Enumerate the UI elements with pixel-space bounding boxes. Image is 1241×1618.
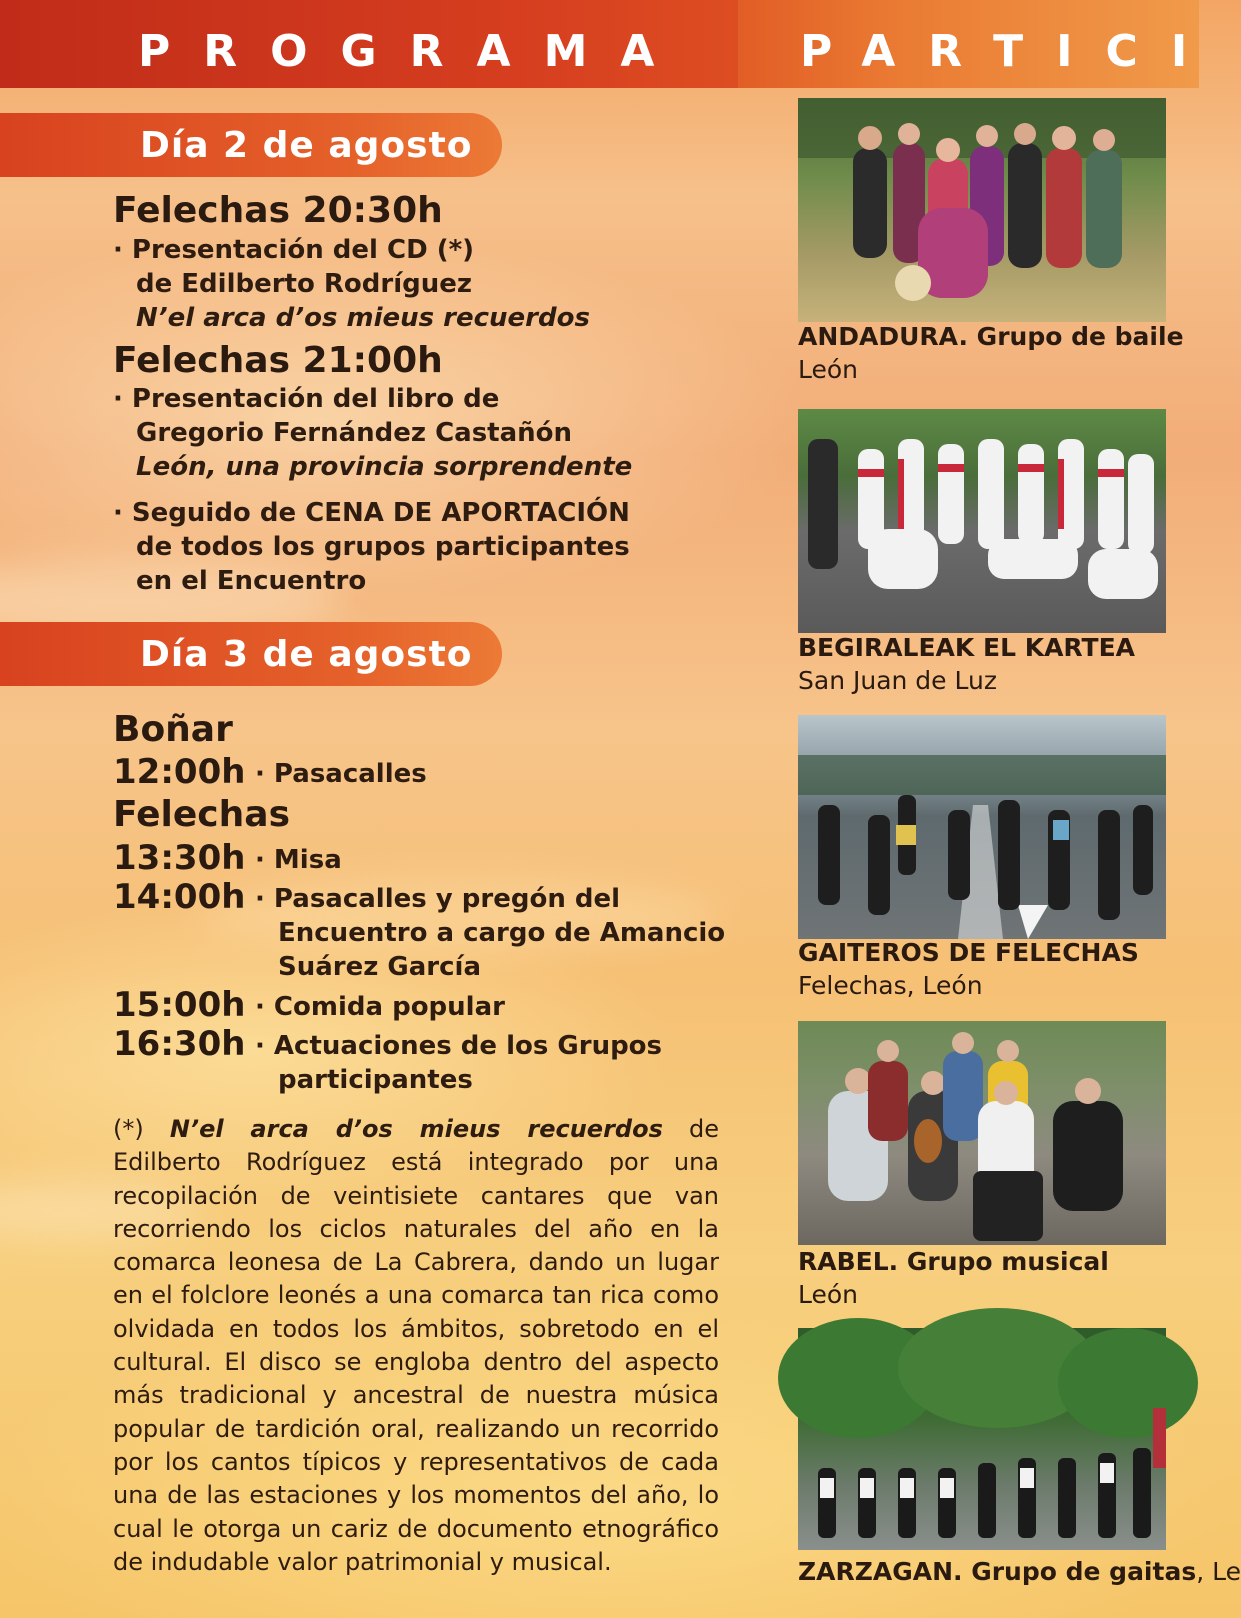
dinner-line-3: en el Encuentro bbox=[136, 566, 367, 596]
cd-description bbox=[113, 1113, 719, 1579]
photo-rabel-figures bbox=[798, 1021, 1166, 1245]
schedule-text: · Misa bbox=[255, 845, 342, 875]
dinner-line-1: · Seguido de CENA DE APORTACIÓN bbox=[113, 498, 630, 528]
photo-andadura bbox=[798, 98, 1166, 322]
day-2-banner bbox=[0, 622, 502, 686]
event-1-line-1: · Presentación del CD (*) bbox=[113, 235, 475, 265]
group-1-place: León bbox=[798, 355, 859, 384]
group-5-name: ZARZAGAN. Grupo de gaitas bbox=[798, 1557, 1197, 1586]
group-2-name: BEGIRALEAK EL KARTEA bbox=[798, 633, 1136, 662]
schedule-time: 15:00h bbox=[113, 985, 246, 1025]
group-3-name: GAITEROS DE FELECHAS bbox=[798, 938, 1139, 967]
schedule-text: · Pasacalles bbox=[255, 759, 427, 789]
schedule-time: 12:00h bbox=[113, 752, 246, 792]
note-prefix: (*) bbox=[113, 1115, 170, 1143]
day-2-label: Día 3 de agosto bbox=[140, 634, 473, 675]
schedule-time: 13:30h bbox=[113, 838, 246, 878]
photo-gaiteros bbox=[798, 715, 1166, 939]
schedule-text: · Actuaciones de los Grupos bbox=[255, 1031, 663, 1061]
place-felechas: Felechas bbox=[113, 794, 290, 835]
day-1-banner bbox=[0, 113, 502, 177]
photo-zarzagan-figures bbox=[798, 1328, 1166, 1550]
schedule-text-cont: Suárez García bbox=[278, 952, 481, 982]
photo-begiraleak-figures bbox=[798, 409, 1166, 633]
group-4-place: León bbox=[798, 1280, 859, 1309]
photo-gaiteros-figures bbox=[798, 715, 1166, 939]
event-1-line-2: de Edilberto Rodríguez bbox=[136, 269, 473, 299]
place-bonar: Boñar bbox=[113, 709, 233, 750]
photo-zarzagan bbox=[798, 1328, 1166, 1550]
schedule-time: 14:00h bbox=[113, 877, 246, 917]
participants-title: PARTICI bbox=[800, 26, 1221, 77]
event-1-line-3: N’el arca d’os mieus recuerdos bbox=[136, 303, 590, 333]
note-cd-title: N’el arca d’os mieus recuerdos bbox=[169, 1115, 663, 1143]
program-title: PROGRAMA bbox=[138, 26, 688, 77]
event-2-line-3: León, una provincia sorprendente bbox=[136, 452, 633, 482]
schedule-text-cont: Encuentro a cargo de Amancio bbox=[278, 918, 726, 948]
group-4-name: RABEL. Grupo musical bbox=[798, 1247, 1109, 1276]
event-2-heading: Felechas 21:00h bbox=[113, 340, 443, 381]
group-2-place: San Juan de Luz bbox=[798, 666, 997, 695]
group-1-name: ANDADURA. Grupo de baile bbox=[798, 322, 1184, 351]
group-5-caption bbox=[798, 1557, 1241, 1586]
group-3-place: Felechas, León bbox=[798, 971, 983, 1000]
day-1-label: Día 2 de agosto bbox=[140, 125, 473, 166]
group-5-place: , Le bbox=[1196, 1557, 1241, 1586]
event-2-line-2: Gregorio Fernández Castañón bbox=[136, 418, 573, 448]
photo-rabel bbox=[798, 1021, 1166, 1245]
schedule-text: · Pasacalles y pregón del bbox=[255, 884, 621, 914]
event-1-heading: Felechas 20:30h bbox=[113, 190, 443, 231]
photo-begiraleak bbox=[798, 409, 1166, 633]
schedule-time: 16:30h bbox=[113, 1024, 246, 1064]
dinner-line-2: de todos los grupos participantes bbox=[136, 532, 630, 562]
photo-andadura-figures bbox=[798, 98, 1166, 322]
schedule-text: · Comida popular bbox=[255, 992, 505, 1022]
note-body: de Edilberto Rodríguez está integrado por una recopilación de veintisiete cantares que van recorriendo los ciclos naturales del año en la comarca leonesa de La Cabrera, dando un lugar en el folclore leonés a una comarca tan rica como olvidada en todos los ámbitos, sobretodo en el cultural. El disco se engloba dentro del aspecto más tradicional y ancestral de nuestra música popular de tardición oral, realizando un recorrido por los cantos típicos y representativos de cada una de las estaciones y los momentos del año, lo cual le otorga un cariz de documento etnográfico de indudable valor patrimonial y musical. bbox=[113, 1115, 719, 1576]
schedule-text-cont: participantes bbox=[278, 1065, 473, 1095]
event-2-line-1: · Presentación del libro de bbox=[113, 384, 500, 414]
